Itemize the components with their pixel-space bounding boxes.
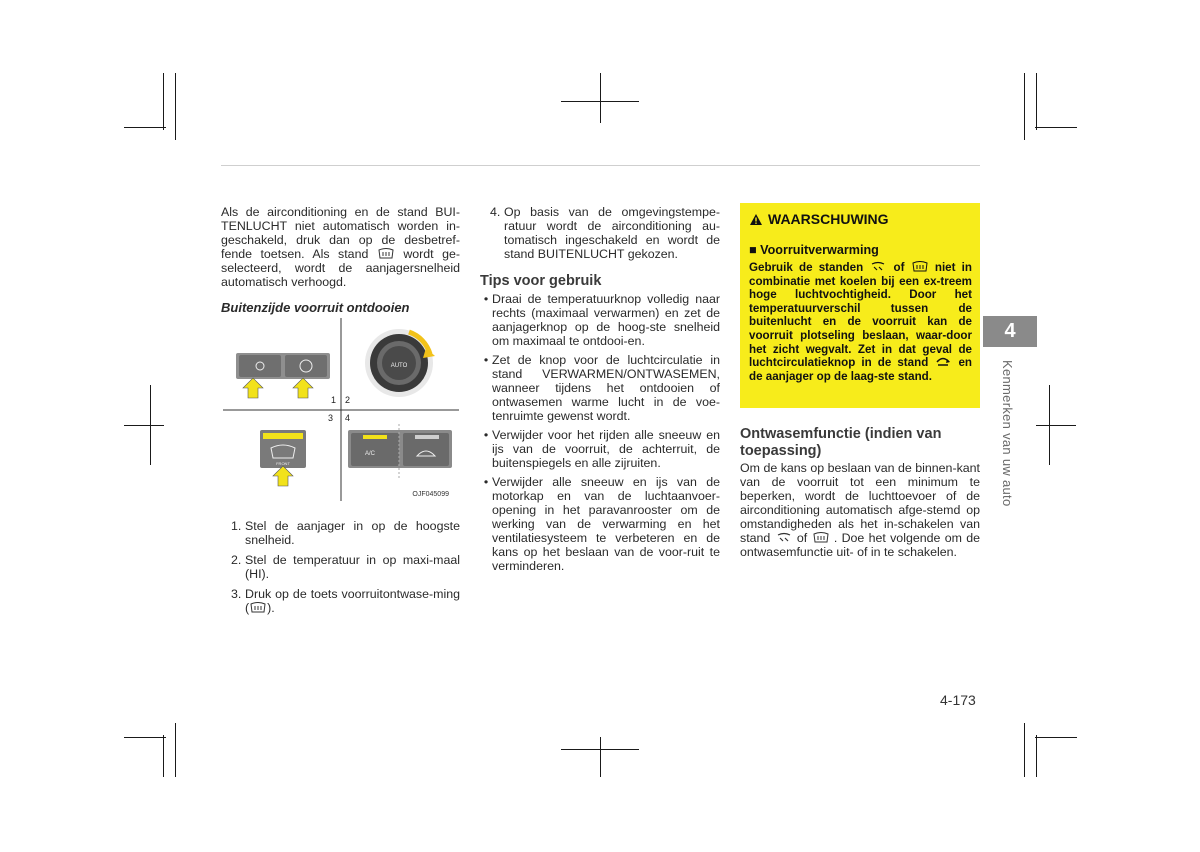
warning-body: Gebruik de standen of niet in combinatie met koelen bij een ex-treem hoge luchtvochtigheid. Door het temperatuurverschil tussen de buitenlucht en de voorruit kan de voorruit plotseling beslaan, waar-door het zicht wegvalt. Zet in dat geval de luchtcirculatieknop in de stand en de aanjager op de laag-ste stand. bbox=[749, 261, 972, 383]
list-item: 1. Stel de aanjager in op de hoogste snelheid. bbox=[231, 519, 460, 547]
floor-defrost-icon bbox=[911, 261, 929, 273]
warning-box bbox=[740, 203, 980, 408]
panel-label: 1 bbox=[331, 395, 337, 405]
warning-triangle-icon bbox=[749, 213, 763, 226]
figure-illustration bbox=[223, 318, 459, 501]
panel-label: 3 bbox=[328, 413, 334, 423]
chapter-title: Kenmerken van uw auto bbox=[1000, 360, 1015, 507]
figure-code: OJF045099 bbox=[412, 491, 449, 498]
knob-label: AUTO bbox=[390, 363, 408, 369]
defrost-figure bbox=[223, 318, 459, 501]
list-item: 2. Stel de temperatuur in op maxi-maal (HI). bbox=[231, 553, 460, 581]
defog-paragraph: Om de kans op beslaan van de binnen-kant van de voorruit tot een minimum te beperken, wordt de luchttoevoer of de airconditioning automatisch afge-stemd op omstandigheden als het in-schakelen van stand of . Doe het volgende om de ontwasemfunctie uit- of in te schakelen. bbox=[740, 461, 980, 559]
chapter-tab: 4 bbox=[983, 316, 1037, 347]
defrost-front-icon bbox=[775, 532, 793, 544]
list-item: • Verwijder alle sneeuw en ijs van de motorkap en van de luchtaanvoer-opening in het paravanrooster om de werking van de verwarming en het ventilatiesysteem te verbeteren en de kans op het beslaan van de voor-ruit te verminderen. bbox=[483, 475, 720, 573]
tips-heading: Tips voor gebruik bbox=[480, 273, 602, 289]
intro-paragraph: Als de airconditioning en de stand BUI-TENLUCHT niet automatisch worden in-geschakeld, druk dan op de desbetref-fende toetsen. Als stand wordt ge-selecteerd, wordt de aanjagersnelheid automatisch verhoogd. bbox=[221, 205, 461, 289]
recirculation-icon bbox=[934, 356, 952, 368]
steps-list bbox=[221, 519, 460, 621]
defrost-front-icon bbox=[869, 261, 887, 273]
section-subheading: Buitenzijde voorruit ontdooien bbox=[221, 300, 410, 315]
floor-defrost-icon bbox=[249, 602, 267, 614]
list-item: • Verwijder voor het rijden alle sneeuw en ijs van de voorruit, de achterruit, de buitenspiegels en alle zijruiten. bbox=[483, 428, 720, 470]
floor-defrost-icon bbox=[812, 532, 830, 544]
warning-title: WAARSCHUWING bbox=[749, 211, 972, 227]
list-item: • Draai de temperatuurknop volledig naar rechts (maximaal verwarmen) en zet de aanjagerknop op de hoog-ste snelheid om maximaal te ontdooi-en. bbox=[483, 292, 720, 348]
left-column bbox=[221, 205, 460, 289]
warning-subtitle: ■ Voorruitverwarming bbox=[749, 243, 879, 257]
list-item: 3. Druk op de toets voorruitontwase-ming ( ). bbox=[231, 587, 460, 615]
svg-text:A/C: A/C bbox=[364, 451, 376, 457]
header-rule bbox=[221, 165, 980, 166]
list-item: 4. Op basis van de omgevingstempe-ratuur wordt de airconditioning au-tomatisch ingeschakeld en wordt de stand BUITENLUCHT gekozen. bbox=[490, 205, 720, 261]
middle-column bbox=[480, 205, 720, 578]
panel-label: 4 bbox=[345, 413, 351, 423]
defog-heading: Ontwasemfunctie (indien van toepassing) bbox=[740, 426, 942, 459]
svg-text:FRONT: FRONT bbox=[276, 461, 290, 466]
floor-defrost-icon bbox=[377, 248, 395, 260]
panel-label: 2 bbox=[345, 395, 351, 405]
list-item: • Zet de knop voor de luchtcirculatie in stand VERWARMEN/ONTWASEMEN, wanneer tijdens het ontdooien of ontwasemen warme lucht in de voe-tenruimte gewenst wordt. bbox=[483, 353, 720, 423]
page-number: 4-173 bbox=[940, 692, 976, 708]
right-column bbox=[740, 426, 980, 559]
